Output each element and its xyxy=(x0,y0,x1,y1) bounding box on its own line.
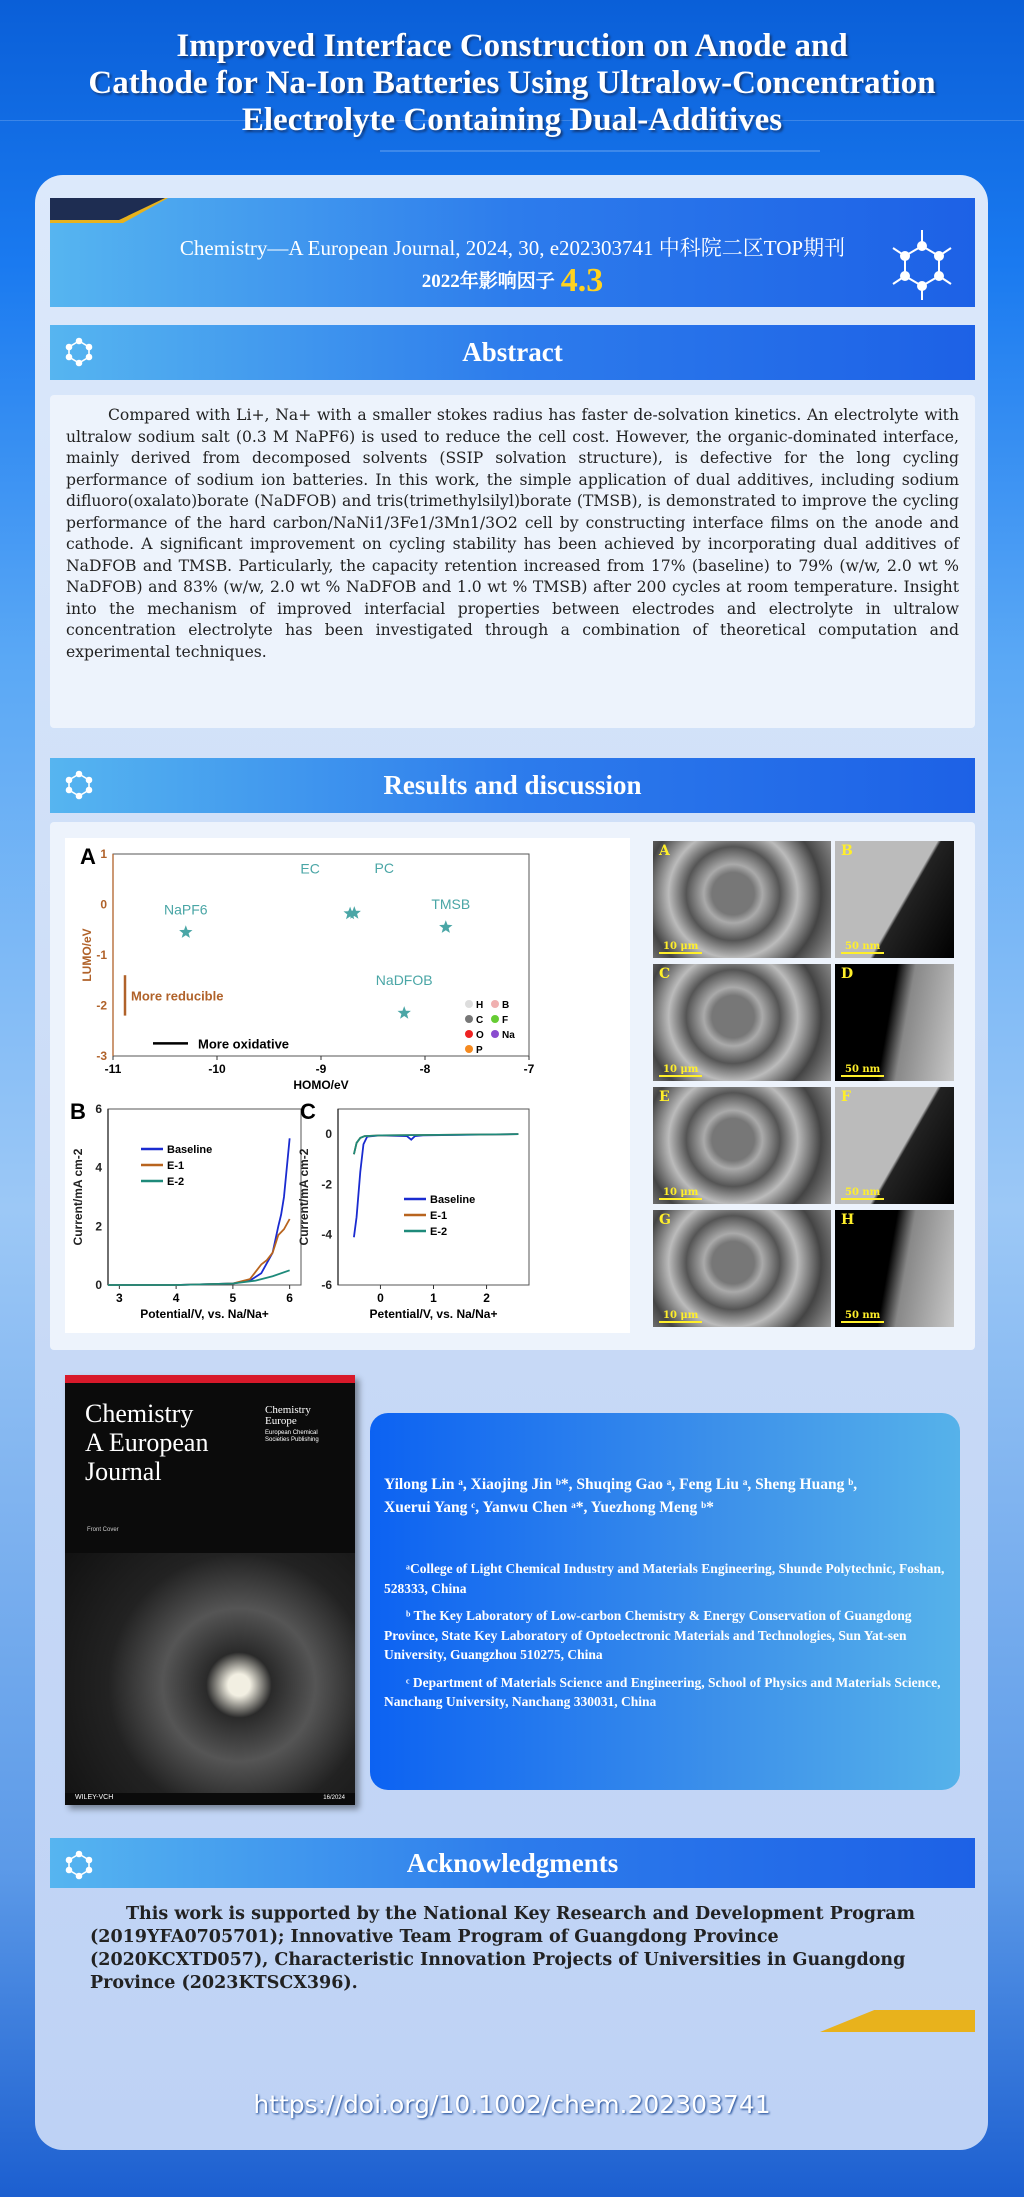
brand-sub: European Chemical Societies Publishing xyxy=(265,1430,319,1443)
molecule-icon xyxy=(62,335,96,369)
micrograph-H xyxy=(835,1210,954,1327)
legend-label: E-2 xyxy=(430,1226,448,1238)
cover-section: Front Cover xyxy=(87,1527,119,1533)
scale-bar: 10 μm xyxy=(659,1064,702,1077)
x-tick-label: 2 xyxy=(483,1291,490,1305)
cover-issue: 16/2024 xyxy=(323,1795,345,1801)
abstract-header xyxy=(50,325,975,380)
brand-line: Chemistry xyxy=(265,1404,311,1416)
scale-bar: 10 μm xyxy=(659,1310,702,1323)
x-tick-label: -9 xyxy=(315,1062,327,1076)
micrograph-label: D xyxy=(841,966,854,982)
y-tick-label: -6 xyxy=(321,1278,332,1292)
atom-dot xyxy=(465,1045,473,1053)
cover-title-line: A European xyxy=(85,1428,209,1457)
acknowledgments-text: This work is supported by the National Key Research and Development Program (2019YFA0705701); Innovative Team Program of Guangdong Province (2020KCXTD057), Characteristic Innovation Projects of Universities in Guangdong Province (2023KTSCX396). xyxy=(90,1904,916,1993)
point-label: NaDFOB xyxy=(375,972,433,989)
atom-legend-label: B xyxy=(502,1000,510,1011)
affiliation: ᵃCollege of Light Chemical Industry and Materials Engineering, Shunde Polytechnic, Foshan, 528333, China xyxy=(384,1561,945,1596)
panel-label: B xyxy=(70,1099,86,1124)
x-tick-label: 0 xyxy=(377,1291,384,1305)
y-tick-label: 1 xyxy=(100,847,107,861)
scale-bar: 10 μm xyxy=(659,1187,702,1200)
cover-artwork xyxy=(65,1553,355,1793)
atom-dot xyxy=(465,1030,473,1038)
title-line: Cathode for Na-Ion Batteries Using Ultralow-Concentration xyxy=(88,65,936,101)
y-tick-label: 0 xyxy=(325,1127,332,1142)
scale-bar: 50 nm xyxy=(841,1064,884,1077)
annotation: More oxidative xyxy=(198,1036,290,1052)
y-axis-label: Current/mA cm-2 xyxy=(71,1148,85,1246)
micrograph-label: A xyxy=(659,843,670,859)
y-tick-label: 2 xyxy=(95,1219,102,1234)
micrograph-B xyxy=(835,841,954,958)
data-point-star xyxy=(179,925,192,938)
y-tick-label: 4 xyxy=(95,1160,102,1175)
point-label: PC xyxy=(374,860,395,877)
data-point-star xyxy=(439,920,452,933)
x-tick-label: 3 xyxy=(116,1291,123,1305)
abstract-text: Compared with Li+, Na+ with a smaller stokes radius has faster de-solvation kinetics. An electrolyte with ultralow sodium salt (0.3 M NaPF6) is used to reduce the cell cost. However, the organic-dominated interface, mainly derived from decomposed solvents (SSIP solvation structure), is defective for the long cycling performance of sodium ion batteries. In this work, the simple application of dual additives, including sodium difluoro(oxalato)borate (NaDFOB) and tris(trimethylsilyl)borate (TMSB), is demonstrated to improve the cycling performance of the hard carbon/NaNi1/3Fe1/3Mn1/3O2 cell by constructing interface films on the anode and cathode. A significant improvement on cycling stability has been achieved by incorporating dual additives of NaDFOB and TMSB. Particularly, the capacity retention increased from 17% (baseline) to 79% (w/w, 2.0 wt % NaDFOB) and 83% (w/w, 2.0 wt % NaDFOB and 1.0 wt % TMSB) after 200 cycles at room temperature. Insight into the mechanism of improved interfacial properties between electrodes and electrolyte in ultralow concentration electrolyte has been investigated through a combination of theoretical computation and experimental techniques. xyxy=(50,395,975,728)
y-tick-label: -1 xyxy=(96,948,107,962)
panel-label: A xyxy=(80,844,96,869)
journal-citation: Chemistry—A European Journal, 2024, 30, e202303741 中科院二区TOP期刊 xyxy=(179,236,846,260)
x-tick-label: -7 xyxy=(523,1062,535,1076)
cover-brand xyxy=(265,1405,325,1444)
author-line: Xuerui Yang ᶜ, Yanwu Chen ᵃ*, Yuezhong Meng ᵇ* xyxy=(384,1499,714,1516)
atom-legend-label: O xyxy=(476,1030,484,1041)
molecule-icon xyxy=(62,1848,96,1882)
micrograph-A xyxy=(653,841,831,958)
molecule-icon xyxy=(62,768,96,802)
author-line: Yilong Lin ᵃ, Xiaojing Jin ᵇ*, Shuqing Gao ᵃ, Feng Liu ᵃ, Sheng Huang ᵇ, xyxy=(384,1476,858,1493)
author-list xyxy=(384,1473,946,1519)
scale-bar: 50 nm xyxy=(841,1310,884,1323)
legend-label: Baseline xyxy=(167,1144,213,1156)
y-tick-label: 0 xyxy=(95,1278,102,1292)
micrograph-G xyxy=(653,1210,831,1327)
cover-publisher: WILEY-VCH xyxy=(75,1794,114,1801)
micrograph-E xyxy=(653,1087,831,1204)
point-label: NaPF6 xyxy=(164,901,208,918)
doi-link[interactable]: https://doi.org/10.1002/chem.202303741 xyxy=(253,2090,771,2119)
y-tick-label: -2 xyxy=(96,998,107,1013)
section-title: Acknowledgments xyxy=(406,1848,619,1878)
micrograph-label: B xyxy=(841,843,853,859)
y-tick-label: -2 xyxy=(321,1177,332,1192)
affiliation: ᶜ Department of Materials Science and Engineering, School of Physics and Materials Science, Nanchang University, Nanchang 330031, China xyxy=(384,1674,941,1709)
y-tick-label: -4 xyxy=(321,1227,332,1242)
x-axis-label: HOMO/eV xyxy=(293,1078,349,1092)
y-axis-label: LUMO/eV xyxy=(80,928,94,982)
charts-svg xyxy=(65,838,630,1333)
x-tick-label: 6 xyxy=(286,1291,293,1305)
micrograph-label: C xyxy=(659,966,671,982)
data-point-star xyxy=(398,1006,411,1019)
x-axis-label: Potential/V, vs. Na/Na+ xyxy=(140,1307,269,1321)
plot-frame xyxy=(108,1109,301,1285)
affiliation: ᵇ The Key Laboratory of Low-carbon Chemistry & Energy Conservation of Guangdong Province, State Key Laboratory of Optoelectronic Materials and Technologies, Sun Yat-sen University, Guangzhou 510275, China xyxy=(384,1608,912,1662)
point-label: EC xyxy=(300,860,320,877)
series-line-E-1 xyxy=(354,1134,518,1154)
authors-box xyxy=(370,1413,960,1790)
plot-frame xyxy=(113,854,529,1056)
x-tick-label: -8 xyxy=(419,1062,431,1076)
cover-title-line: Journal xyxy=(85,1457,162,1486)
atom-dot xyxy=(465,1015,473,1023)
brand-line: Europe xyxy=(265,1415,297,1427)
x-tick-label: 5 xyxy=(229,1291,237,1305)
legend-label: E-1 xyxy=(167,1160,185,1172)
y-tick-label: -3 xyxy=(96,1049,107,1063)
section-title: Abstract xyxy=(462,337,563,367)
scale-bar: 10 μm xyxy=(659,941,702,954)
section-title: Results and discussion xyxy=(383,770,642,800)
legend-label: Baseline xyxy=(430,1194,476,1206)
series-line-E-2 xyxy=(354,1134,518,1154)
micrograph-F xyxy=(835,1087,954,1204)
x-axis-label: Petential/V, vs. Na/Na+ xyxy=(369,1307,498,1321)
affiliations xyxy=(384,1559,946,1712)
legend-label: E-1 xyxy=(430,1210,448,1222)
atom-legend-label: Na xyxy=(502,1030,515,1041)
micrograph-label: G xyxy=(659,1212,671,1228)
point-label: TMSB xyxy=(431,896,471,913)
x-tick-label: -11 xyxy=(104,1062,122,1076)
title-line: Improved Interface Construction on Anode and xyxy=(176,28,848,64)
micrograph-D xyxy=(835,964,954,1081)
atom-legend-label: F xyxy=(502,1015,509,1026)
series-line-E-1 xyxy=(108,1219,290,1285)
atom-legend-label: P xyxy=(476,1045,483,1056)
y-tick-label: 0 xyxy=(100,897,107,912)
y-tick-label: 6 xyxy=(95,1102,102,1116)
acknowledgments-header xyxy=(50,1838,975,1888)
atom-legend-label: C xyxy=(476,1015,484,1026)
atom-dot xyxy=(491,1000,499,1008)
impact-factor-value: 4.3 xyxy=(560,262,604,299)
bg-line xyxy=(380,150,820,152)
x-tick-label: 1 xyxy=(430,1291,437,1305)
journal-banner xyxy=(50,198,975,307)
micrograph-label: H xyxy=(841,1212,855,1228)
atom-dot xyxy=(491,1015,499,1023)
atom-dot xyxy=(491,1030,499,1038)
annotation: More reducible xyxy=(131,988,224,1004)
micrograph-C xyxy=(653,964,831,1081)
atom-legend-label: H xyxy=(476,1000,484,1011)
impact-factor-label: 2022年影响因子 xyxy=(421,271,555,292)
y-axis-label: Current/mA cm-2 xyxy=(297,1148,311,1246)
micrograph-label: F xyxy=(841,1089,851,1105)
scale-bar: 50 nm xyxy=(841,941,884,954)
title-line: Electrolyte Containing Dual-Additives xyxy=(241,102,783,138)
molecule-icon xyxy=(887,226,957,304)
x-tick-label: 4 xyxy=(172,1291,180,1305)
micrograph-label: E xyxy=(659,1089,670,1105)
journal-cover xyxy=(65,1375,355,1805)
impact-factor xyxy=(50,262,975,300)
x-tick-label: -10 xyxy=(208,1062,226,1076)
results-figure xyxy=(50,822,975,1350)
panel-label: C xyxy=(300,1099,316,1124)
cover-title-line: Chemistry xyxy=(85,1399,194,1428)
atom-dot xyxy=(465,1000,473,1008)
poster-title xyxy=(20,28,1004,139)
cover-title xyxy=(85,1399,208,1486)
scale-bar: 50 nm xyxy=(841,1187,884,1200)
chart-figure xyxy=(65,838,630,1333)
results-header xyxy=(50,758,975,813)
legend-label: E-2 xyxy=(167,1176,185,1188)
